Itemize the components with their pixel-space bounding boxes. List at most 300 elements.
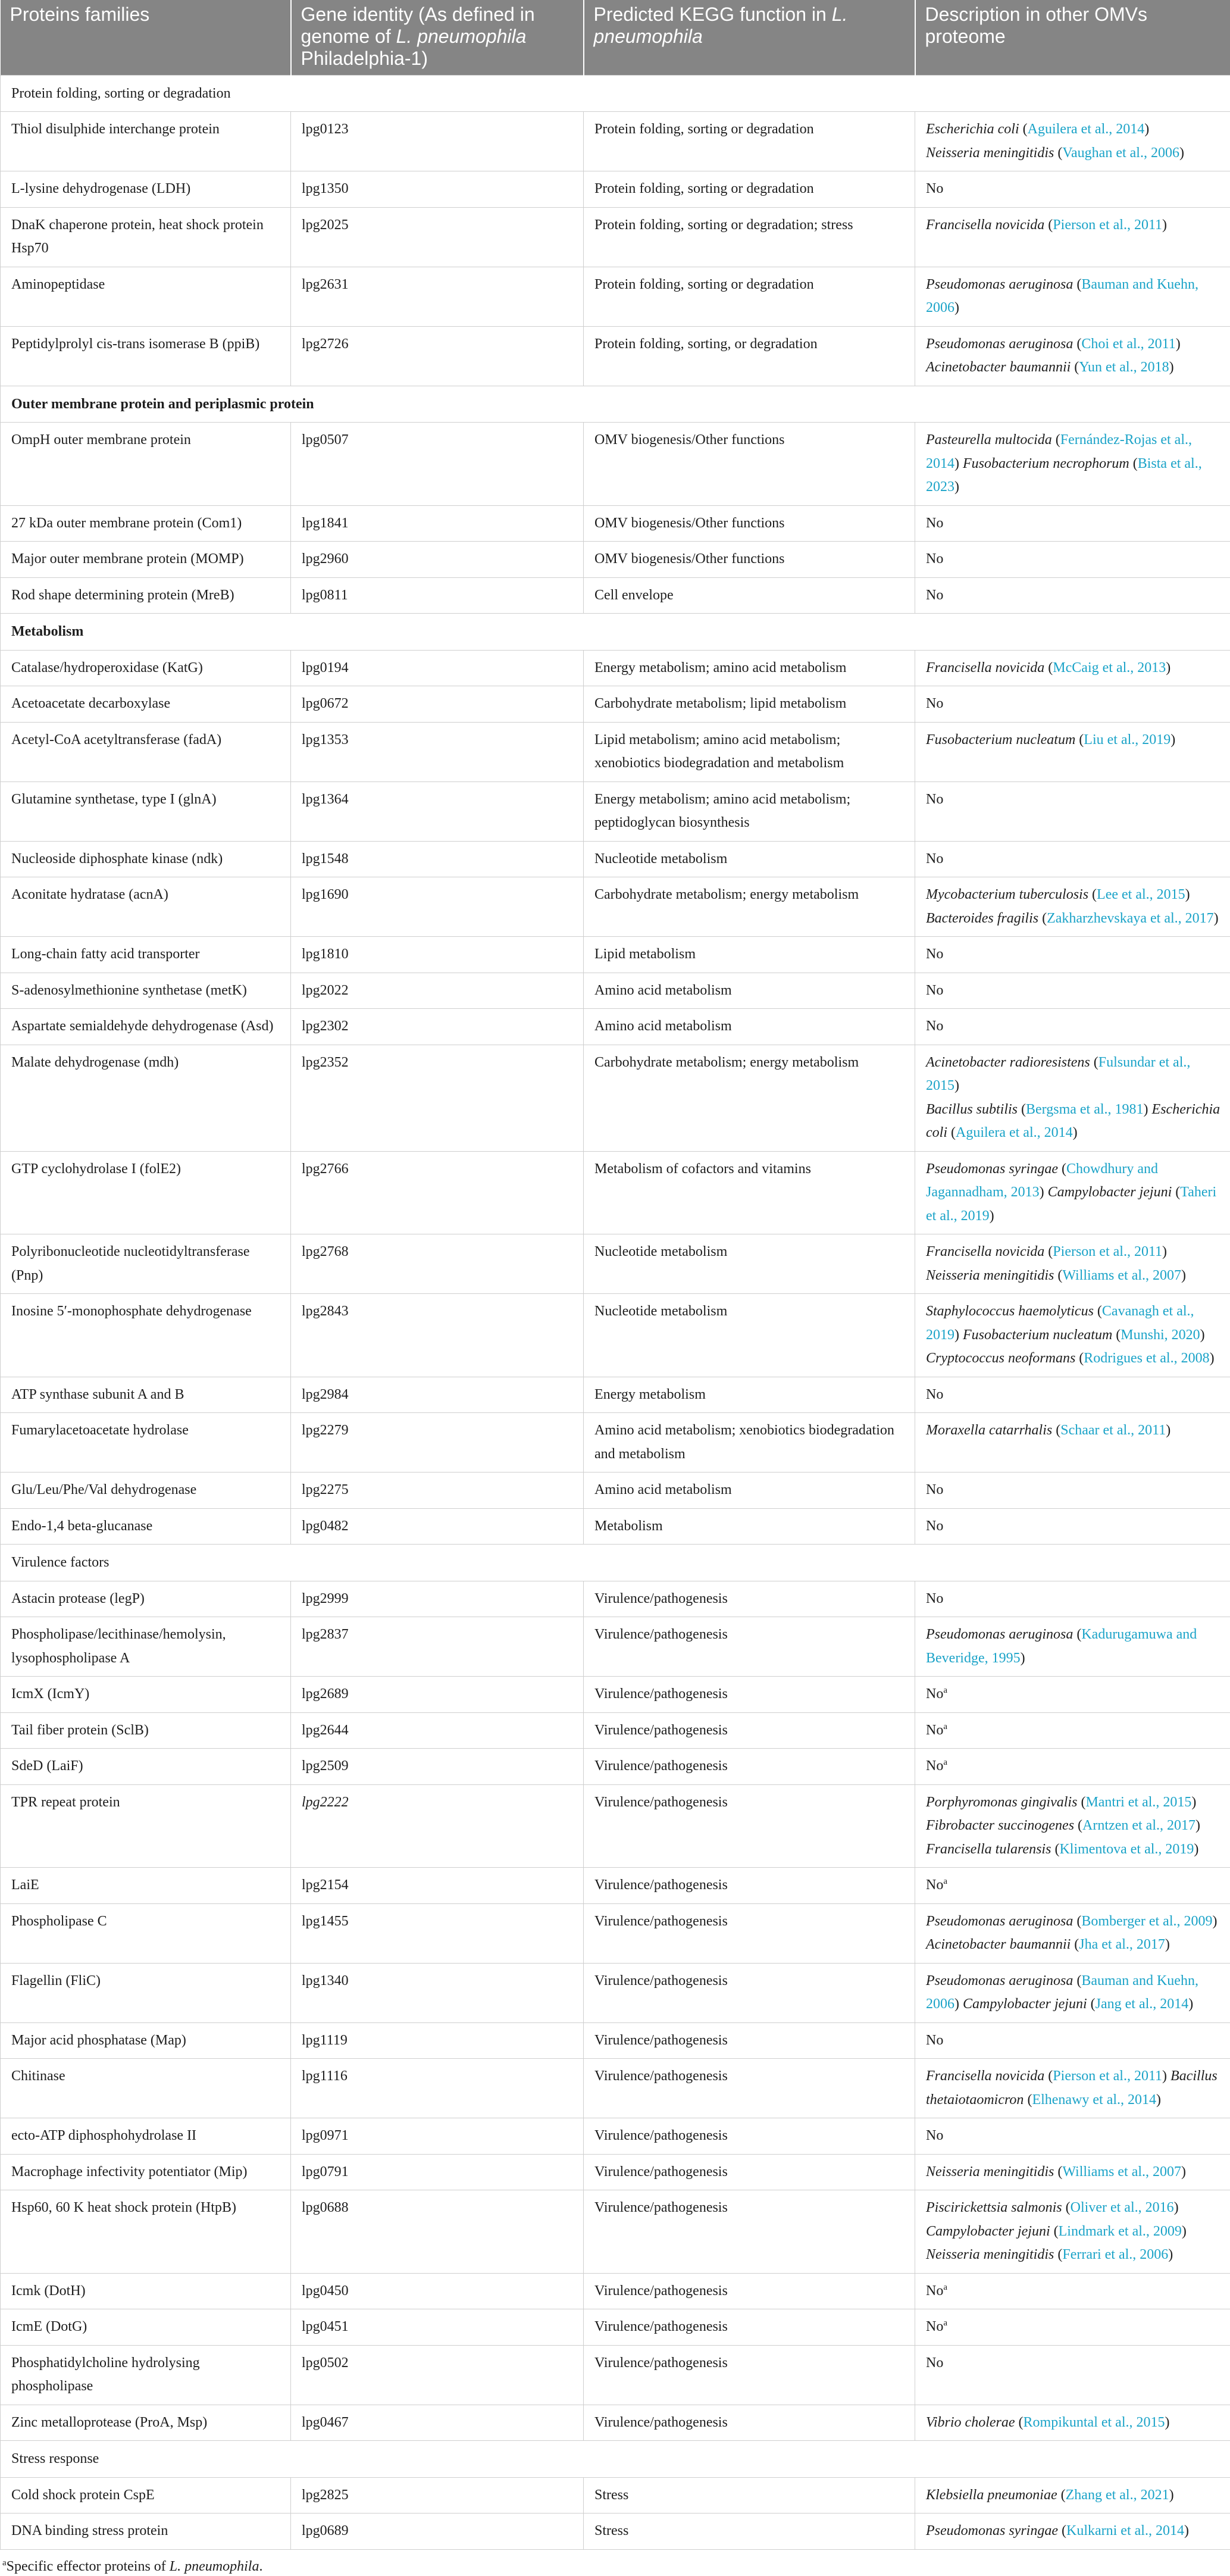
organism-name: Cryptococcus neoformans: [926, 1350, 1075, 1366]
table-footnote: $^a$Specific effector proteins of L. pneumophila.: [0, 2550, 1230, 2576]
omv-description-cell: No: [915, 1581, 1230, 1617]
table-body: [1, 75, 1230, 2549]
gene-identity-cell: lpg1810: [291, 937, 584, 973]
organism-name: Fusobacterium necrophorum: [963, 456, 1129, 471]
gene-identity-cell: lpg2837: [291, 1617, 584, 1677]
kegg-function-cell: Amino acid metabolism: [584, 1009, 915, 1045]
omv-description-cell: Francisella novicida (Pierson et al., 2011) Neisseria meningitidis (Williams et al., 2007): [915, 1234, 1230, 1294]
kegg-function-cell: Virulence/pathogenesis: [584, 2309, 915, 2346]
protein-family-cell: Phospholipase C: [1, 1903, 291, 1963]
omv-description-cell: No$^a$: [915, 2273, 1230, 2309]
protein-family-cell: Malate dehydrogenase (mdh): [1, 1045, 291, 1151]
citation-link: Yun et al., 2018: [1079, 359, 1169, 375]
kegg-function-cell: Virulence/pathogenesis: [584, 1868, 915, 1904]
citation-link: Kadurugamuwa and Beveridge, 1995: [926, 1627, 1197, 1666]
table-row: [1, 1294, 1230, 1377]
protein-family-cell: Astacin protease (legP): [1, 1581, 291, 1617]
kegg-function-cell: Protein folding, sorting or degradation: [584, 171, 915, 208]
omv-description-cell: No: [915, 1009, 1230, 1045]
omv-description-cell: Pseudomonas aeruginosa (Kadurugamuwa and Beveridge, 1995): [915, 1617, 1230, 1677]
citation-link: Bergsma et al., 1981: [1026, 1102, 1144, 1117]
protein-family-cell: Hsp60, 60 K heat shock protein (HtpB): [1, 2190, 291, 2274]
omv-description-cell: No: [915, 781, 1230, 841]
protein-family-cell: Aminopeptidase: [1, 267, 291, 326]
kegg-function-cell: Virulence/pathogenesis: [584, 2345, 915, 2405]
kegg-function-cell: Energy metabolism; amino acid metabolism: [584, 650, 915, 686]
citation-link: Liu et al., 2019: [1084, 732, 1170, 748]
organism-name: Francisella novicida: [926, 1244, 1044, 1259]
omv-description-cell: No: [915, 2118, 1230, 2155]
citation-link: Pierson et al., 2011: [1053, 1244, 1162, 1259]
gene-identity-cell: lpg0123: [291, 112, 584, 171]
omv-description-cell: No: [915, 937, 1230, 973]
gene-identity-cell: lpg2843: [291, 1294, 584, 1377]
gene-identity-cell: lpg0507: [291, 423, 584, 506]
gene-identity-cell: lpg1350: [291, 171, 584, 208]
kegg-function-cell: Virulence/pathogenesis: [584, 1581, 915, 1617]
protein-family-cell: Chitinase: [1, 2059, 291, 2118]
table-row: [1, 542, 1230, 578]
protein-family-cell: ecto-ATP diphosphohydrolase II: [1, 2118, 291, 2155]
table-row: [1, 2309, 1230, 2346]
organism-name: L. pneumophila: [170, 2559, 259, 2574]
citation-link: Williams et al., 2007: [1062, 2164, 1181, 2180]
omv-description-cell: No: [915, 171, 1230, 208]
protein-family-cell: GTP cyclohydrolase I (folE2): [1, 1151, 291, 1234]
gene-identity-cell: lpg2302: [291, 1009, 584, 1045]
table-row: [1, 1749, 1230, 1785]
omv-description-cell: Pseudomonas aeruginosa (Choi et al., 2011) Acinetobacter baumannii (Yun et al., 2018): [915, 326, 1230, 386]
gene-identity-cell: lpg2644: [291, 1712, 584, 1749]
gene-identity-cell: lpg1119: [291, 2022, 584, 2059]
table-row: [1, 1677, 1230, 1713]
organism-name: Neisseria meningitidis: [926, 2164, 1054, 2180]
organism-name: Campylobacter jejuni: [926, 2224, 1050, 2239]
organism-name: Fibrobacter succinogenes: [926, 1818, 1074, 1833]
section-row: [1, 75, 1230, 112]
table-row: [1, 2405, 1230, 2441]
organism-name: Moraxella catarrhalis: [926, 1423, 1052, 1438]
protein-family-cell: Flagellin (FliC): [1, 1963, 291, 2022]
omv-description-cell: No: [915, 542, 1230, 578]
protein-family-cell: LaiE: [1, 1868, 291, 1904]
kegg-function-cell: Virulence/pathogenesis: [584, 2118, 915, 2155]
omv-description-cell: Klebsiella pneumoniae (Zhang et al., 2021): [915, 2477, 1230, 2514]
gene-identity-cell: lpg2279: [291, 1413, 584, 1473]
table-row: [1, 1617, 1230, 1677]
organism-name: Bacillus thetaiotaomicron: [926, 2068, 1218, 2108]
citation-link: Taheri et al., 2019: [926, 1184, 1216, 1224]
citation-link: Zakharzhevskaya et al., 2017: [1047, 911, 1214, 926]
table-row: [1, 2514, 1230, 2550]
table-row: [1, 1009, 1230, 1045]
omv-description-cell: Pseudomonas aeruginosa (Bauman and Kuehn, 2006) Campylobacter jejuni (Jang et al., 2014): [915, 1963, 1230, 2022]
omv-description-cell: No$^a$: [915, 1677, 1230, 1713]
protein-family-cell: OmpH outer membrane protein: [1, 423, 291, 506]
gene-identity-cell: lpg2984: [291, 1377, 584, 1413]
organism-name: Pseudomonas aeruginosa: [926, 1973, 1073, 1989]
kegg-function-cell: Virulence/pathogenesis: [584, 1784, 915, 1868]
omv-description-cell: No$^a$: [915, 2309, 1230, 2346]
gene-identity-cell: lpg1364: [291, 781, 584, 841]
table-row: [1, 2477, 1230, 2514]
omv-description-cell: No: [915, 505, 1230, 542]
citation-link: Lee et al., 2015: [1097, 887, 1185, 902]
organism-name: Pseudomonas aeruginosa: [926, 277, 1073, 292]
section-title: Metabolism: [1, 614, 1230, 651]
table-row: [1, 1234, 1230, 1294]
citation-link: Aguilera et al., 2014: [1028, 121, 1145, 137]
footnote-marker: a: [2, 2558, 7, 2568]
organism-name: Staphylococcus haemolyticus: [926, 1303, 1094, 1319]
header-omv-description: Description in other OMVs proteome: [915, 0, 1230, 75]
citation-link: Zhang et al., 2021: [1066, 2487, 1169, 2503]
citation-link: Kulkarni et al., 2014: [1066, 2523, 1184, 2539]
kegg-function-cell: Virulence/pathogenesis: [584, 1677, 915, 1713]
protein-family-cell: Major outer membrane protein (MOMP): [1, 542, 291, 578]
kegg-function-cell: OMV biogenesis/Other functions: [584, 505, 915, 542]
organism-name: Francisella novicida: [926, 2068, 1044, 2084]
section-title: Stress response: [1, 2441, 1230, 2478]
kegg-function-cell: Virulence/pathogenesis: [584, 1903, 915, 1963]
footnote-marker: a: [943, 1877, 947, 1886]
section-row: [1, 1545, 1230, 1581]
citation-link: Mantri et al., 2015: [1085, 1795, 1191, 1810]
kegg-function-cell: Amino acid metabolism: [584, 1473, 915, 1509]
kegg-function-cell: Protein folding, sorting or degradation: [584, 267, 915, 326]
table-row: [1, 577, 1230, 614]
section-row: [1, 614, 1230, 651]
gene-identity-cell: lpg2025: [291, 207, 584, 267]
organism-name: Escherichia coli: [926, 121, 1019, 137]
kegg-function-cell: Virulence/pathogenesis: [584, 1963, 915, 2022]
gene-identity-cell: lpg2689: [291, 1677, 584, 1713]
kegg-function-cell: Stress: [584, 2514, 915, 2550]
section-row: [1, 386, 1230, 423]
omv-description-cell: No: [915, 841, 1230, 877]
organism-name: Vibrio cholerae: [926, 2415, 1015, 2430]
kegg-function-cell: Carbohydrate metabolism; lipid metabolism: [584, 686, 915, 723]
citation-link: Rodrigues et al., 2008: [1084, 1350, 1209, 1366]
protein-family-cell: IcmE (DotG): [1, 2309, 291, 2346]
table-row: [1, 112, 1230, 171]
gene-identity-cell: lpg0688: [291, 2190, 584, 2274]
header-gene-identity: Gene identity (As defined in genome of L. pneumophila Philadelphia-1): [291, 0, 584, 75]
omv-description-cell: Neisseria meningitidis (Williams et al., 2007): [915, 2154, 1230, 2190]
table-row: [1, 937, 1230, 973]
omv-description-cell: No$^a$: [915, 1712, 1230, 1749]
kegg-function-cell: Protein folding, sorting or degradation; stress: [584, 207, 915, 267]
omv-description-cell: Pseudomonas syringae (Chowdhury and Jagannadham, 2013) Campylobacter jejuni (Taheri et al., 2019): [915, 1151, 1230, 1234]
section-title: Virulence factors: [1, 1545, 1230, 1581]
organism-name: Escherichia coli: [926, 1102, 1220, 1141]
gene-identity-cell: lpg1340: [291, 1963, 584, 2022]
organism-name: Pseudomonas aeruginosa: [926, 1627, 1073, 1642]
gene-identity-cell: lpg0451: [291, 2309, 584, 2346]
kegg-function-cell: Virulence/pathogenesis: [584, 2273, 915, 2309]
kegg-function-cell: Lipid metabolism; amino acid metabolism; xenobiotics biodegradation and metabolism: [584, 722, 915, 781]
protein-family-cell: ATP synthase subunit A and B: [1, 1377, 291, 1413]
citation-link: Chowdhury and Jagannadham, 2013: [926, 1161, 1158, 1201]
citation-link: Jha et al., 2017: [1079, 1937, 1165, 1952]
organism-name: Acinetobacter baumannii: [926, 359, 1071, 375]
kegg-function-cell: Metabolism: [584, 1508, 915, 1545]
gene-identity-cell: lpg1690: [291, 877, 584, 937]
protein-family-cell: Glutamine synthetase, type I (glnA): [1, 781, 291, 841]
gene-identity-cell: lpg0467: [291, 2405, 584, 2441]
citation-link: Choi et al., 2011: [1081, 336, 1175, 352]
citation-link: Pierson et al., 2011: [1053, 217, 1162, 233]
omv-description-cell: No: [915, 1377, 1230, 1413]
organism-name: Pasteurella multocida: [926, 432, 1052, 448]
table-row: [1, 423, 1230, 506]
kegg-function-cell: Virulence/pathogenesis: [584, 2059, 915, 2118]
protein-family-cell: DNA binding stress protein: [1, 2514, 291, 2550]
table-row: [1, 1045, 1230, 1151]
omv-description-cell: Vibrio cholerae (Rompikuntal et al., 2015): [915, 2405, 1230, 2441]
organism-name: Klebsiella pneumoniae: [926, 2487, 1057, 2503]
citation-link: Ferrari et al., 2006: [1062, 2247, 1168, 2262]
footnote-marker: a: [943, 1758, 947, 1767]
table-row: [1, 207, 1230, 267]
protein-family-cell: IcmX (IcmY): [1, 1677, 291, 1713]
kegg-function-cell: Virulence/pathogenesis: [584, 2022, 915, 2059]
kegg-function-cell: Nucleotide metabolism: [584, 1234, 915, 1294]
protein-family-cell: Thiol disulphide interchange protein: [1, 112, 291, 171]
omv-description-cell: Porphyromonas gingivalis (Mantri et al., 2015) Fibrobacter succinogenes (Arntzen et al., 2017) Francisella tularensis (Klimentova et al., 2019): [915, 1784, 1230, 1868]
gene-identity-cell: lpg1116: [291, 2059, 584, 2118]
kegg-function-cell: Energy metabolism; amino acid metabolism; peptidoglycan biosynthesis: [584, 781, 915, 841]
organism-name: Bacillus subtilis: [926, 1102, 1018, 1117]
gene-identity-cell: lpg0811: [291, 577, 584, 614]
organism-name: Pseudomonas syringae: [926, 2523, 1058, 2539]
table-row: [1, 2345, 1230, 2405]
gene-identity-cell: lpg1353: [291, 722, 584, 781]
protein-family-cell: Tail fiber protein (SclB): [1, 1712, 291, 1749]
kegg-function-cell: Carbohydrate metabolism; energy metabolism: [584, 1045, 915, 1151]
gene-identity-cell: lpg0482: [291, 1508, 584, 1545]
protein-family-cell: 27 kDa outer membrane protein (Com1): [1, 505, 291, 542]
footnote-marker: a: [943, 2318, 947, 2328]
table-row: [1, 2022, 1230, 2059]
table-row: [1, 2118, 1230, 2155]
table-row: [1, 2154, 1230, 2190]
citation-link: Rompikuntal et al., 2015: [1024, 2415, 1165, 2430]
citation-link: Oliver et al., 2016: [1071, 2200, 1174, 2215]
citation-link: Arntzen et al., 2017: [1082, 1818, 1195, 1833]
protein-family-cell: Aspartate semialdehyde dehydrogenase (Asd): [1, 1009, 291, 1045]
table-row: [1, 267, 1230, 326]
protein-family-cell: L-lysine dehydrogenase (LDH): [1, 171, 291, 208]
organism-name: Piscirickettsia salmonis: [926, 2200, 1062, 2215]
protein-family-cell: Endo-1,4 beta-glucanase: [1, 1508, 291, 1545]
gene-identity-cell: lpg0971: [291, 2118, 584, 2155]
gene-identity-cell: lpg2509: [291, 1749, 584, 1785]
organism-name: Porphyromonas gingivalis: [926, 1795, 1077, 1810]
section-title: Protein folding, sorting or degradation: [1, 75, 1230, 112]
table-row: [1, 1473, 1230, 1509]
header-protein-families: Proteins families: [1, 0, 291, 75]
citation-link: Bista et al., 2023: [926, 456, 1202, 495]
organism-name: Acinetobacter radioresistens: [926, 1055, 1090, 1070]
header-kegg-function: Predicted KEGG function in L. pneumophila: [584, 0, 915, 75]
footnote-marker: a: [943, 1722, 947, 1731]
table-row: [1, 1963, 1230, 2022]
citation-link: Fernández-Rojas et al., 2014: [926, 432, 1192, 471]
table-row: [1, 1151, 1230, 1234]
table-row: [1, 650, 1230, 686]
table-row: [1, 722, 1230, 781]
protein-family-cell: Polyribonucleotide nucleotidyltransferase (Pnp): [1, 1234, 291, 1294]
kegg-function-cell: Nucleotide metabolism: [584, 841, 915, 877]
table-row: [1, 1413, 1230, 1473]
table-row: [1, 686, 1230, 723]
omv-description-cell: Mycobacterium tuberculosis (Lee et al., 2015) Bacteroides fragilis (Zakharzhevskaya et al., 2017): [915, 877, 1230, 937]
organism-name: Fusobacterium nucleatum: [963, 1327, 1112, 1343]
table-row: [1, 1377, 1230, 1413]
omv-description-cell: Piscirickettsia salmonis (Oliver et al., 2016) Campylobacter jejuni (Lindmark et al., 2009) Neisseria meningitidis (Ferrari et al., 2006): [915, 2190, 1230, 2274]
omv-description-cell: Francisella novicida (Pierson et al., 2011) Bacillus thetaiotaomicron (Elhenawy et al., 2014): [915, 2059, 1230, 2118]
gene-identity-cell: lpg2726: [291, 326, 584, 386]
gene-identity-cell: lpg1455: [291, 1903, 584, 1963]
protein-family-cell: Aconitate hydratase (acnA): [1, 877, 291, 937]
organism-name: Campylobacter jejuni: [1048, 1184, 1172, 1200]
omv-description-cell: No: [915, 2022, 1230, 2059]
organism-name: Neisseria meningitidis: [926, 145, 1054, 161]
table-row: [1, 1508, 1230, 1545]
omv-description-cell: No: [915, 686, 1230, 723]
organism-name: Francisella novicida: [926, 217, 1044, 233]
kegg-function-cell: Virulence/pathogenesis: [584, 2190, 915, 2274]
organism-name: Francisella tularensis: [926, 1842, 1051, 1857]
table-row: [1, 2190, 1230, 2274]
citation-link: Bomberger et al., 2009: [1081, 1914, 1212, 1929]
table-row: [1, 973, 1230, 1009]
protein-family-cell: Icmk (DotH): [1, 2273, 291, 2309]
protein-family-cell: Rod shape determining protein (MreB): [1, 577, 291, 614]
citation-link: Elhenawy et al., 2014: [1032, 2092, 1156, 2108]
gene-identity-cell: lpg2154: [291, 1868, 584, 1904]
footnote-marker: a: [943, 1686, 947, 1695]
omv-description-cell: Pseudomonas aeruginosa (Bomberger et al., 2009) Acinetobacter baumannii (Jha et al., 2017): [915, 1903, 1230, 1963]
citation-link: Fulsundar et al., 2015: [926, 1055, 1190, 1094]
kegg-function-cell: Cell envelope: [584, 577, 915, 614]
omv-description-cell: Pseudomonas aeruginosa (Bauman and Kuehn, 2006): [915, 267, 1230, 326]
kegg-function-cell: OMV biogenesis/Other functions: [584, 542, 915, 578]
citation-link: Jang et al., 2014: [1096, 1996, 1189, 2012]
protein-family-cell: Zinc metalloprotease (ProA, Msp): [1, 2405, 291, 2441]
kegg-function-cell: Virulence/pathogenesis: [584, 1749, 915, 1785]
citation-link: Bauman and Kuehn, 2006: [926, 1973, 1198, 2012]
citation-link: Williams et al., 2007: [1062, 1268, 1181, 1283]
omv-description-cell: No: [915, 1508, 1230, 1545]
omv-description-cell: Moraxella catarrhalis (Schaar et al., 2011): [915, 1413, 1230, 1473]
kegg-function-cell: Protein folding, sorting or degradation: [584, 112, 915, 171]
kegg-function-cell: Virulence/pathogenesis: [584, 1712, 915, 1749]
omv-description-cell: Acinetobacter radioresistens (Fulsundar et al., 2015) Bacillus subtilis (Bergsma et al., 1981) Escherichia coli (Aguilera et al., 2014): [915, 1045, 1230, 1151]
organism-name: Bacteroides fragilis: [926, 911, 1038, 926]
kegg-function-cell: Nucleotide metabolism: [584, 1294, 915, 1377]
omv-description-cell: No$^a$: [915, 1868, 1230, 1904]
organism-name: Pseudomonas syringae: [926, 1161, 1058, 1177]
organism-name: Campylobacter jejuni: [963, 1996, 1087, 2012]
table-row: [1, 1868, 1230, 1904]
gene-identity-cell: lpg2766: [291, 1151, 584, 1234]
gene-identity-cell: lpg2222: [291, 1784, 584, 1868]
protein-family-cell: Major acid phosphatase (Map): [1, 2022, 291, 2059]
protein-family-cell: Acetoacetate decarboxylase: [1, 686, 291, 723]
protein-family-cell: Macrophage infectivity potentiator (Mip): [1, 2154, 291, 2190]
gene-identity-cell: lpg0791: [291, 2154, 584, 2190]
table-row: [1, 326, 1230, 386]
protein-family-cell: TPR repeat protein: [1, 1784, 291, 1868]
kegg-function-cell: Virulence/pathogenesis: [584, 2405, 915, 2441]
kegg-function-cell: Stress: [584, 2477, 915, 2514]
omv-description-cell: No: [915, 2345, 1230, 2405]
citation-link: Schaar et al., 2011: [1060, 1423, 1166, 1438]
organism-name: Fusobacterium nucleatum: [926, 732, 1075, 748]
protein-family-cell: Catalase/hydroperoxidase (KatG): [1, 650, 291, 686]
kegg-function-cell: Amino acid metabolism; xenobiotics biodegradation and metabolism: [584, 1413, 915, 1473]
omv-description-cell: Escherichia coli (Aguilera et al., 2014) Neisseria meningitidis (Vaughan et al., 2006): [915, 112, 1230, 171]
citation-link: McCaig et al., 2013: [1053, 660, 1166, 676]
omv-description-cell: No: [915, 1473, 1230, 1509]
citation-link: Vaughan et al., 2006: [1062, 145, 1179, 161]
kegg-function-cell: Carbohydrate metabolism; energy metabolism: [584, 877, 915, 937]
citation-link: Bauman and Kuehn, 2006: [926, 277, 1198, 316]
gene-identity-cell: lpg0450: [291, 2273, 584, 2309]
kegg-function-cell: Virulence/pathogenesis: [584, 2154, 915, 2190]
citation-link: Lindmark et al., 2009: [1059, 2224, 1182, 2239]
protein-family-cell: S-adenosylmethionine synthetase (metK): [1, 973, 291, 1009]
protein-family-cell: Inosine 5′-monophosphate dehydrogenase: [1, 1294, 291, 1377]
omv-description-cell: No$^a$: [915, 1749, 1230, 1785]
citation-link: Cavanagh et al., 2019: [926, 1303, 1194, 1343]
protein-family-cell: SdeD (LaiF): [1, 1749, 291, 1785]
organism-name: Pseudomonas aeruginosa: [926, 336, 1073, 352]
table-row: [1, 505, 1230, 542]
citation-link: Aguilera et al., 2014: [956, 1125, 1073, 1140]
table-row: [1, 2273, 1230, 2309]
gene-identity-cell: lpg2999: [291, 1581, 584, 1617]
protein-family-cell: Long-chain fatty acid transporter: [1, 937, 291, 973]
kegg-function-cell: Lipid metabolism: [584, 937, 915, 973]
table-row: [1, 841, 1230, 877]
protein-family-cell: Acetyl-CoA acetyltransferase (fadA): [1, 722, 291, 781]
organism-name: Neisseria meningitidis: [926, 1268, 1054, 1283]
omv-description-cell: No: [915, 973, 1230, 1009]
table-row: [1, 1903, 1230, 1963]
table-header: [1, 0, 1230, 75]
gene-identity-cell: lpg2960: [291, 542, 584, 578]
gene-identity-cell: lpg2768: [291, 1234, 584, 1294]
organism-name: Mycobacterium tuberculosis: [926, 887, 1088, 902]
protein-family-cell: Nucleoside diphosphate kinase (ndk): [1, 841, 291, 877]
gene-identity-cell: lpg2022: [291, 973, 584, 1009]
gene-identity-cell: lpg2352: [291, 1045, 584, 1151]
citation-link: Pierson et al., 2011: [1053, 2068, 1162, 2084]
section-row: [1, 2441, 1230, 2478]
gene-identity-cell: lpg2275: [291, 1473, 584, 1509]
gene-identity-cell: lpg0502: [291, 2345, 584, 2405]
table-row: [1, 877, 1230, 937]
protein-family-cell: Phospholipase/lecithinase/hemolysin, lysophospholipase A: [1, 1617, 291, 1677]
organism-name: Francisella novicida: [926, 660, 1044, 676]
table-row: [1, 1784, 1230, 1868]
kegg-function-cell: OMV biogenesis/Other functions: [584, 423, 915, 506]
gene-identity-cell: lpg1548: [291, 841, 584, 877]
protein-family-cell: Phosphatidylcholine hydrolysing phospholipase: [1, 2345, 291, 2405]
